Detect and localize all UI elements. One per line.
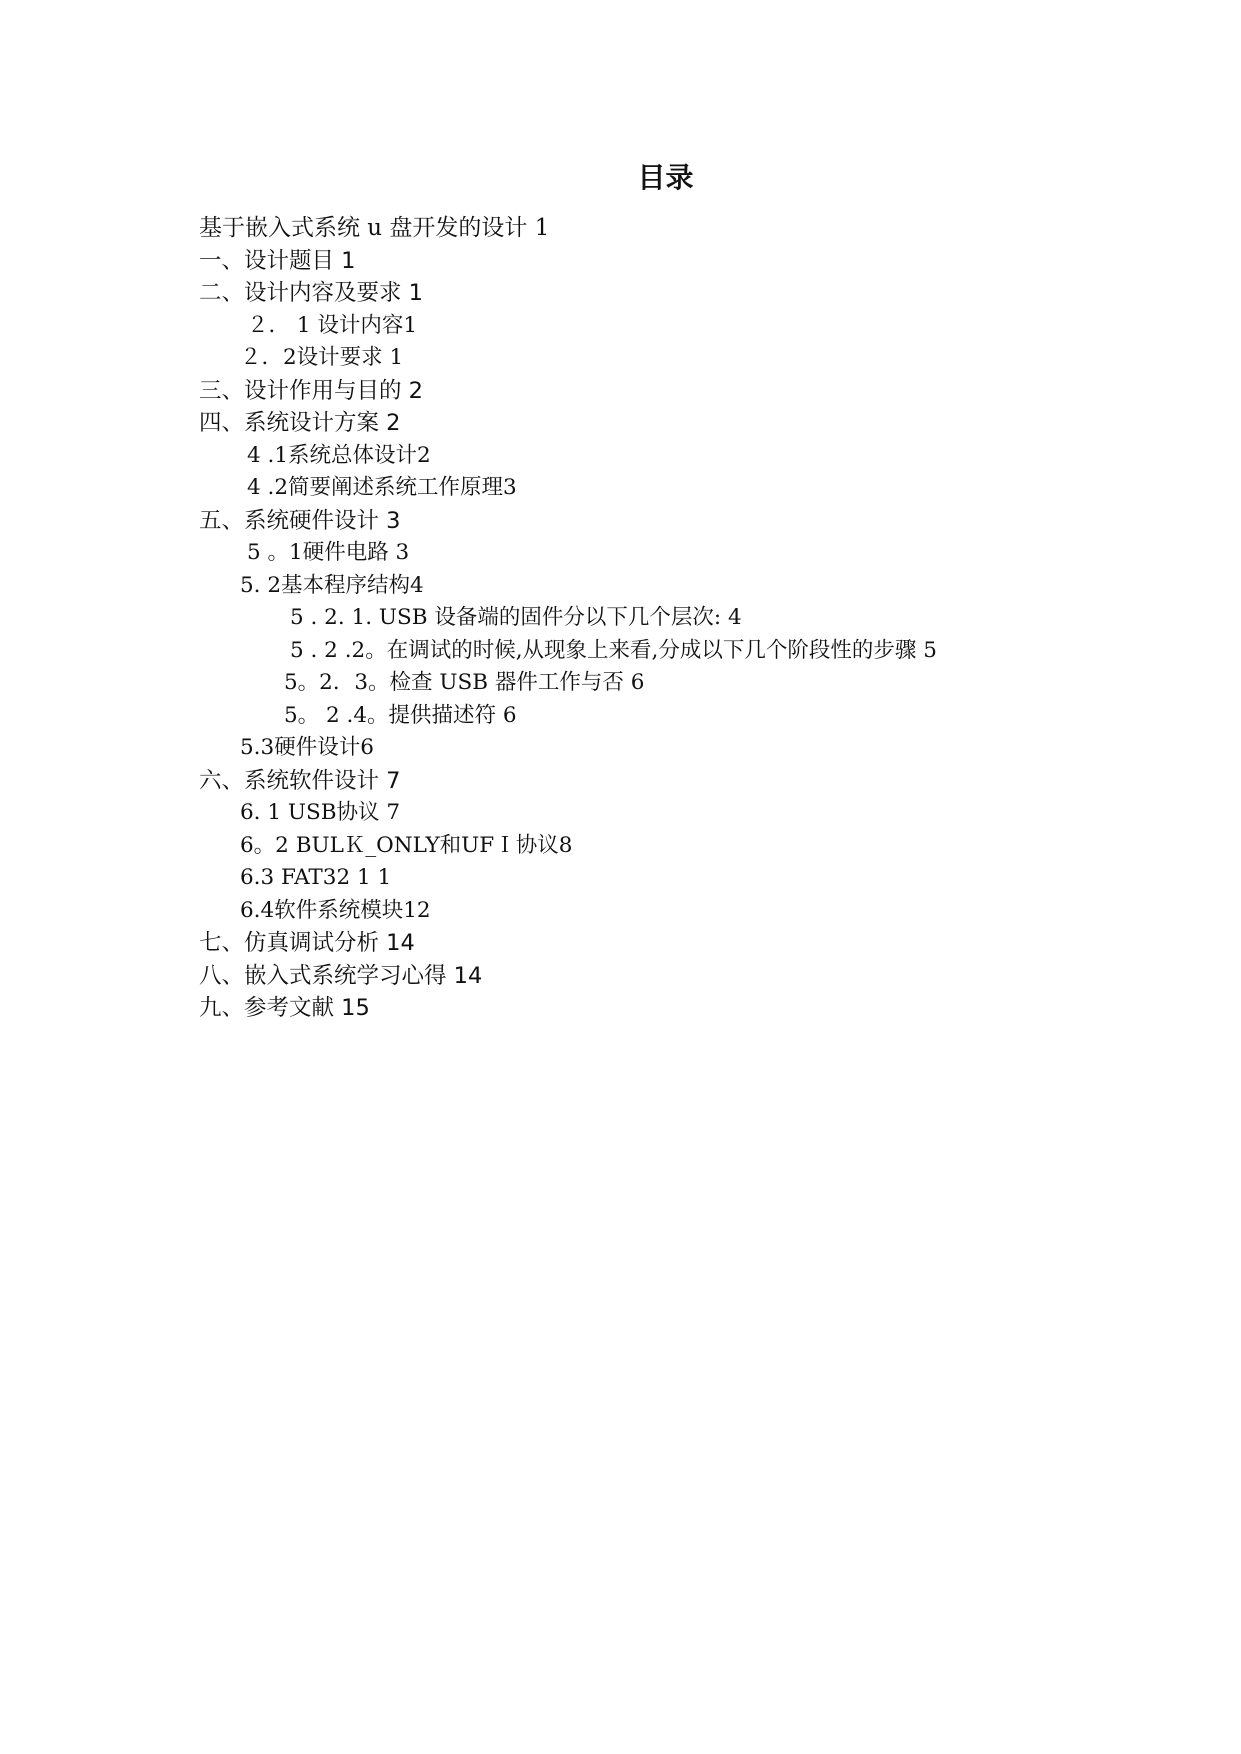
toc-entry-6-2: 6。2 BULＫ_ONLY和UFＩ协议8 xyxy=(240,832,573,858)
toc-entry-5-2-4: 5。 2 .4。提供描述符 6 xyxy=(284,702,517,728)
toc-entry-section-6: 六、系统软件设计 7 xyxy=(199,767,401,794)
toc-entry-section-5: 五、系统硬件设计 3 xyxy=(199,507,401,534)
toc-entry-2-1: ２． 1 设计内容1 xyxy=(247,312,418,338)
table-of-contents xyxy=(0,212,1241,1025)
toc-entry-6-1: 6. 1 USB协议 7 xyxy=(240,800,401,825)
toc-entry-6-3: 6.3 FAT32 1 1 xyxy=(240,865,392,890)
toc-entry-section-1: 一、设计题目 1 xyxy=(199,247,356,274)
toc-entry-5-2-3: 5。2．3。检查 USB 器件工作与否 6 xyxy=(284,670,645,695)
toc-entry-section-8: 八、嵌入式系统学习心得 14 xyxy=(199,962,483,989)
toc-entry-5-2-2: 5 . 2 .2。在调试的时候,从现象上来看,分成以下几个阶段性的步骤 5 xyxy=(290,637,937,663)
toc-entry-4-2: 4 .2简要阐述系统工作原理3 xyxy=(247,475,517,500)
toc-entry-section-4: 四、系统设计方案 2 xyxy=(199,410,401,436)
toc-entry-4-1: 4 .1系统总体设计2 xyxy=(247,442,431,468)
toc-entry-5-2-1: 5 . 2. 1. USB 设备端的固件分以下几个层次: 4 xyxy=(290,605,742,630)
toc-title: 目录 xyxy=(637,161,694,194)
toc-entry-5-1: 5 。1硬件电路 3 xyxy=(247,540,410,565)
toc-entry-2-2: ２．2设计要求 1 xyxy=(240,345,404,370)
toc-entry-section-7: 七、仿真调试分析 14 xyxy=(199,930,415,956)
toc-entry-document-title: 基于嵌入式系统 u 盘开发的设计 1 xyxy=(199,215,550,241)
toc-entry-section-9: 九、参考文献 15 xyxy=(199,995,370,1021)
toc-entry-section-3: 三、设计作用与目的 2 xyxy=(199,377,423,404)
toc-entry-6-4: 6.4软件系统模块12 xyxy=(240,897,431,923)
toc-entry-5-2: 5. 2基本程序结构4 xyxy=(240,572,424,598)
toc-entry-5-3: 5.3硬件设计6 xyxy=(240,735,374,760)
toc-entry-section-2: 二、设计内容及要求 1 xyxy=(199,280,423,306)
